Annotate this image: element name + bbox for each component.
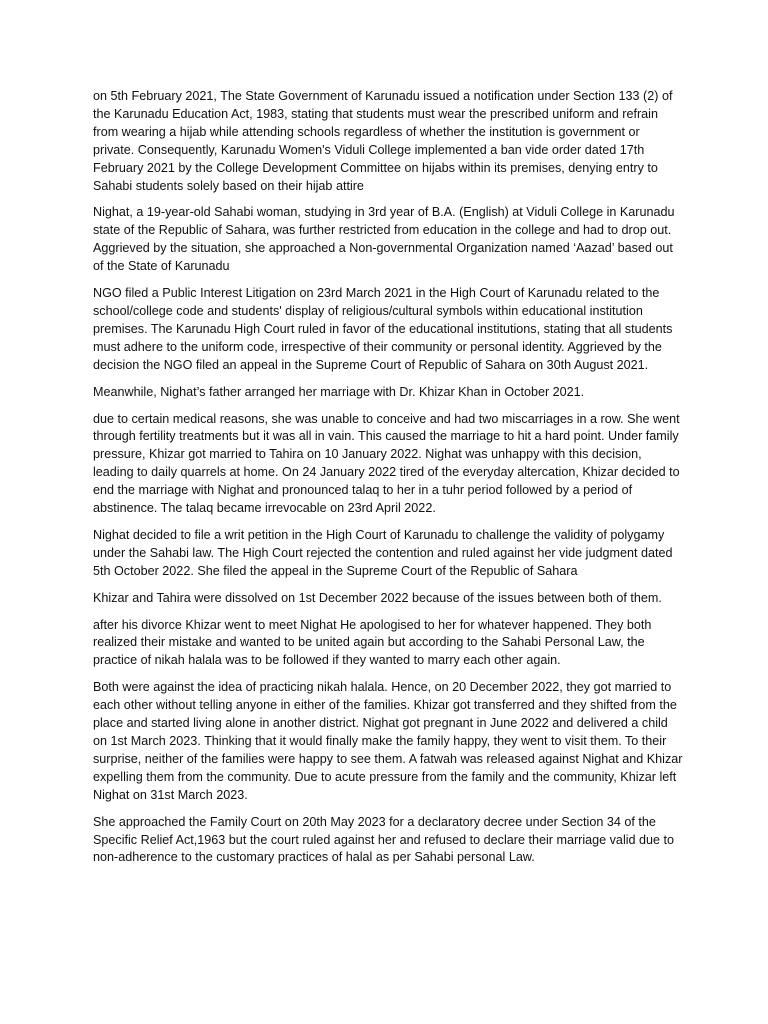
paragraph-remarriage: Both were against the idea of practicing nikah halala. Hence, on 20 December 2022, they got married to each other without telling anyone in either of the families. Khizar got transferred and they shifted from the place and started living alone in another district. Nighat got pregnant in June 2022 and delivered a child on 1st March 2023. Thinking that it would finally make the family happy, they went to visit them. To their surprise, neither of the families were happy to see them. A fatwah was released against Nighat and Khizar expelling them from the community. Due to acute pressure from the family and the community, Khizar left Nighat on 31st March 2023. [93,680,683,802]
paragraph-writ-petition: Nighat decided to file a writ petition in the High Court of Karunadu to challenge the validity of polygamy under the Sahabi law. The High Court rejected the contention and ruled against her vide judgment dated 5th October 2022. She filed the appeal in the Supreme Court of the Republic of Sahara [93,527,673,578]
paragraph-nighat-background: Nighat, a 19-year-old Sahabi woman, studying in 3rd year of B.A. (English) at Viduli College in Karunadu state of the Republic of Sahara, was further restricted from education in the college and had to drop out. Aggrieved by the situation, she approached a Non-governmental Organization named ‘Aazad’ based out of the State of Karunadu [93,205,675,274]
paragraph-dissolution: Khizar and Tahira were dissolved on 1st December 2022 because of the issues between both of them. [93,590,662,605]
paragraph-reconciliation: after his divorce Khizar went to meet Nighat He apologised to her for whatever happened. They both realized their mistake and wanted to be united again but according to the Sahabi Personal Law, the practice of nikah halala was to be followed if they wanted to marry each other again. [93,617,652,668]
paragraph-talaq: due to certain medical reasons, she was unable to conceive and had two miscarriages in a row. She went through fertility treatments but it was all in vain. This caused the marriage to hit a hard point. Under family pressure, Khizar got married to Tahira on 10 January 2022. Nighat was unhappy with this decision, leading to daily quarrels at home. On 24 January 2022 tired of the everyday altercation, Khizar decided to end the marriage with Nighat and pronounced talaq to her in a tuhr period followed by a period of abstinence. The talaq became irrevocable on 23rd April 2022. [93,411,680,516]
paragraph-ngo-litigation: NGO filed a Public Interest Litigation on 23rd March 2021 in the High Court of Karunadu related to the school/college code and students' display of religious/cultural symbols within educational institution premises. The Karunadu High Court ruled in favor of the educational institutions, stating that all students must adhere to the uniform code, irrespective of their community or personal identity. Aggrieved by the decision the NGO filed an appeal in the Supreme Court of Republic of Sahara on 30th August 2021. [93,286,673,372]
paragraph-family-court: She approached the Family Court on 20th May 2023 for a declaratory decree under Section 34 of the Specific Relief Act,1963 but the court ruled against her and refused to declare their marriage valid due to non-adherence to the customary practices of halal as per Sahabi personal Law. [93,814,675,865]
document-page [93,88,683,876]
paragraph-arranged-marriage: Meanwhile, Nighat’s father arranged her marriage with Dr. Khizar Khan in October 2021. [93,384,585,399]
paragraph-hijab-notification: on 5th February 2021, The State Government of Karunadu issued a notification under Section 133 (2) of the Karunadu Education Act, 1983, stating that students must wear the prescribed uniform and refrain from wearing a hijab while attending schools regardless of whether the institution is government or private. Consequently, Karunadu Women's Viduli College implemented a ban vide order dated 17th February 2021 by the College Development Committee on hijabs within its premises, denying entry to Sahabi students solely based on their hijab attire [93,89,673,193]
